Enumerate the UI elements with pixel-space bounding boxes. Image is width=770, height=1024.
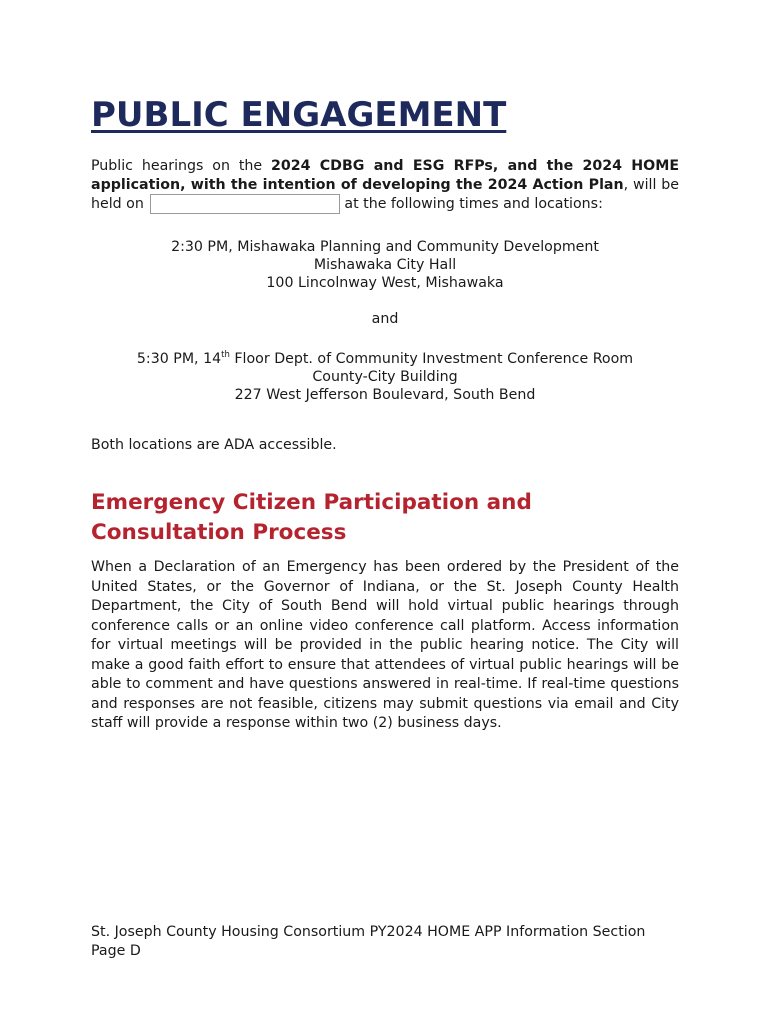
page-title: PUBLIC ENGAGEMENT	[91, 95, 507, 135]
hearing-intro-paragraph	[91, 157, 679, 214]
conjunction-and: and	[371, 311, 399, 327]
conjunction-text	[91, 310, 679, 328]
emergency-paragraph: When a Declaration of an Emergency has been ordered by the President of the United States, or the Governor of Indiana, or the St. Joseph County Health Department, the City of South Bend will hold virtual public hearings through conference calls or an online video conference call platform. Access information for virtual meetings will be provided in the public hearing notice. The City will make a good faith effort to ensure that attendees of virtual public hearings will be able to comment and have questions answered in real-time. If real-time questions and responses are not feasible, citizens may submit questions via email and City staff will provide a response within two (2) business days.	[91, 559, 679, 731]
intro-lead: Public hearings on the	[91, 158, 271, 174]
location2-time: 5:30 PM, 14	[136, 351, 222, 367]
intro-after-field: at the following times and locations:	[344, 196, 603, 212]
location-mishawaka	[91, 238, 679, 292]
location-south-bend	[91, 346, 679, 404]
location2-rest: Floor Dept. of Community Investment Conference Room	[229, 351, 634, 367]
footer-page-number: Page D	[91, 943, 141, 959]
footer-line1	[91, 923, 679, 942]
location2-line3: 227 West Jefferson Boulevard, South Bend	[234, 387, 536, 403]
intro-comma: ,	[623, 176, 629, 193]
location2-line2: County-City Building	[312, 369, 458, 385]
footer-left-text: St. Joseph County Housing Consortium PY2024 HOME APP	[91, 924, 502, 940]
ada-note: Both locations are ADA accessible.	[91, 437, 337, 453]
location1-line1: 2:30 PM, Mishawaka Planning and Community Development	[171, 239, 599, 255]
hearing-date-field[interactable]	[150, 194, 340, 214]
section-heading-emergency: Emergency Citizen Participation and Consultation Process	[91, 490, 532, 545]
footer-right-text: Information Section	[506, 924, 646, 940]
location1-line2: Mishawaka City Hall	[313, 257, 457, 273]
intro-held-on: will be held on	[91, 176, 679, 212]
page-footer	[91, 923, 679, 961]
document-page	[91, 0, 679, 1024]
location2-superscript: th	[221, 350, 230, 360]
intro-bold-text: 2024 CDBG and ESG RFPs, and the 2024 HOME application, with the intention of developing the 2024 Action Plan	[91, 158, 680, 193]
location1-line3: 100 Lincolnway West, Mishawaka	[266, 275, 504, 291]
location2-line1	[91, 346, 679, 368]
